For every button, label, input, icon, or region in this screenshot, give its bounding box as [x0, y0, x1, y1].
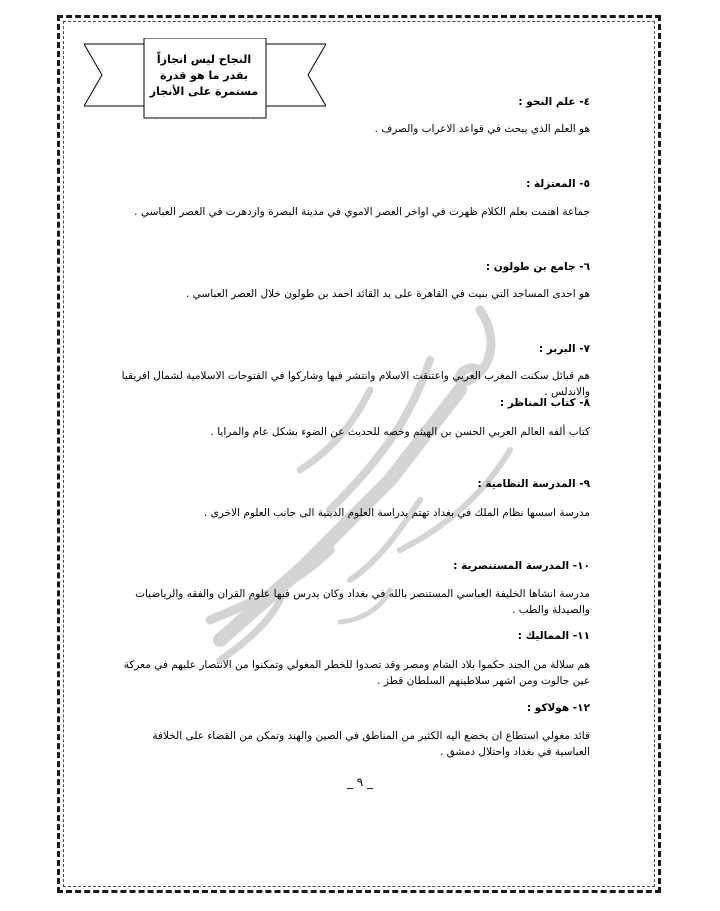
entry-6-text: هو احدى المساجد التي بنيت في القاهرة على يد القائد احمد بن طولون خلال العصر العباسي .: [185, 288, 590, 300]
entry-11-text: هم سلالة من الجند حكموا بلاد الشام ومصر وقد تصدوا للخطر المغولي وتمكنوا من الانتصار عليهم في معركة عين جالوت ومن اشهر سلاطينهم السلطان قطز .: [123, 659, 590, 687]
entry-12-heading: ١٢- هولاكو :: [526, 702, 590, 714]
entry-7-text: هم قبائل سكنت المغرب العربي واعتنقت الاسلام وانتشر فيها وشاركوا في الفتوحات الاسلامية لشمال افريقيا والاندلس .: [121, 370, 590, 398]
entry-10-heading: ١٠- المدرسة المستنصرية :: [453, 560, 590, 572]
entry-4-heading: ٤- علم النحو :: [518, 96, 590, 108]
entry-8-heading: ٨- كتاب المناظر :: [499, 397, 590, 409]
entry-5-heading: ٥- المعتزلة :: [526, 178, 590, 190]
entry-7-heading: ٧- البربر :: [538, 343, 590, 355]
entry-9-text: مدرسة اسسها نظام الملك في بغداد تهتم بدراسة العلوم الدينية الى جانب العلوم الاخرى .: [203, 507, 590, 519]
entry-8-text: كتاب ألفه العالم العربي الحسن بن الهيثم وخصه للحديث عن الضوء بشكل عام والمرايا .: [210, 426, 590, 438]
entry-4-text: هو العلم الذي يبحث في قواعد الاعراب والصرف .: [374, 123, 590, 135]
entry-11-heading: ١١- المماليك :: [517, 630, 590, 642]
entry-9-heading: ٩- المدرسة النظامية :: [477, 478, 590, 490]
watermark-calligraphy: [180, 300, 540, 680]
motto-text: النجاح ليس انجازاً بقدر ما هو قدرة مستمرة على الأنجاز: [149, 53, 259, 98]
entry-12-text: قائد مغولي استطاع ان يخضع اليه الكثير من المناطق في الصين والهند وتمكن من القضاء على الخلافة العباسية في بغداد واحتلال دمشق .: [152, 730, 590, 758]
motto-banner: [84, 38, 326, 120]
entry-10-text: مدرسة انشاها الخليفة العباسي المستنصر بالله في بغداد وكان يدرس فيها علوم القران والفقه والرياضيات والصيدلة والطب .: [135, 588, 590, 616]
entry-5-text: جماعة اهتمت بعلم الكلام ظهرت في اواخر العصر الاموي في مدينة البصرة وازدهرت في العصر العباسي .: [134, 206, 590, 218]
entry-6-heading: ٦- جامع بن طولون :: [485, 261, 590, 273]
page-number: _ ٩ _: [346, 775, 374, 789]
